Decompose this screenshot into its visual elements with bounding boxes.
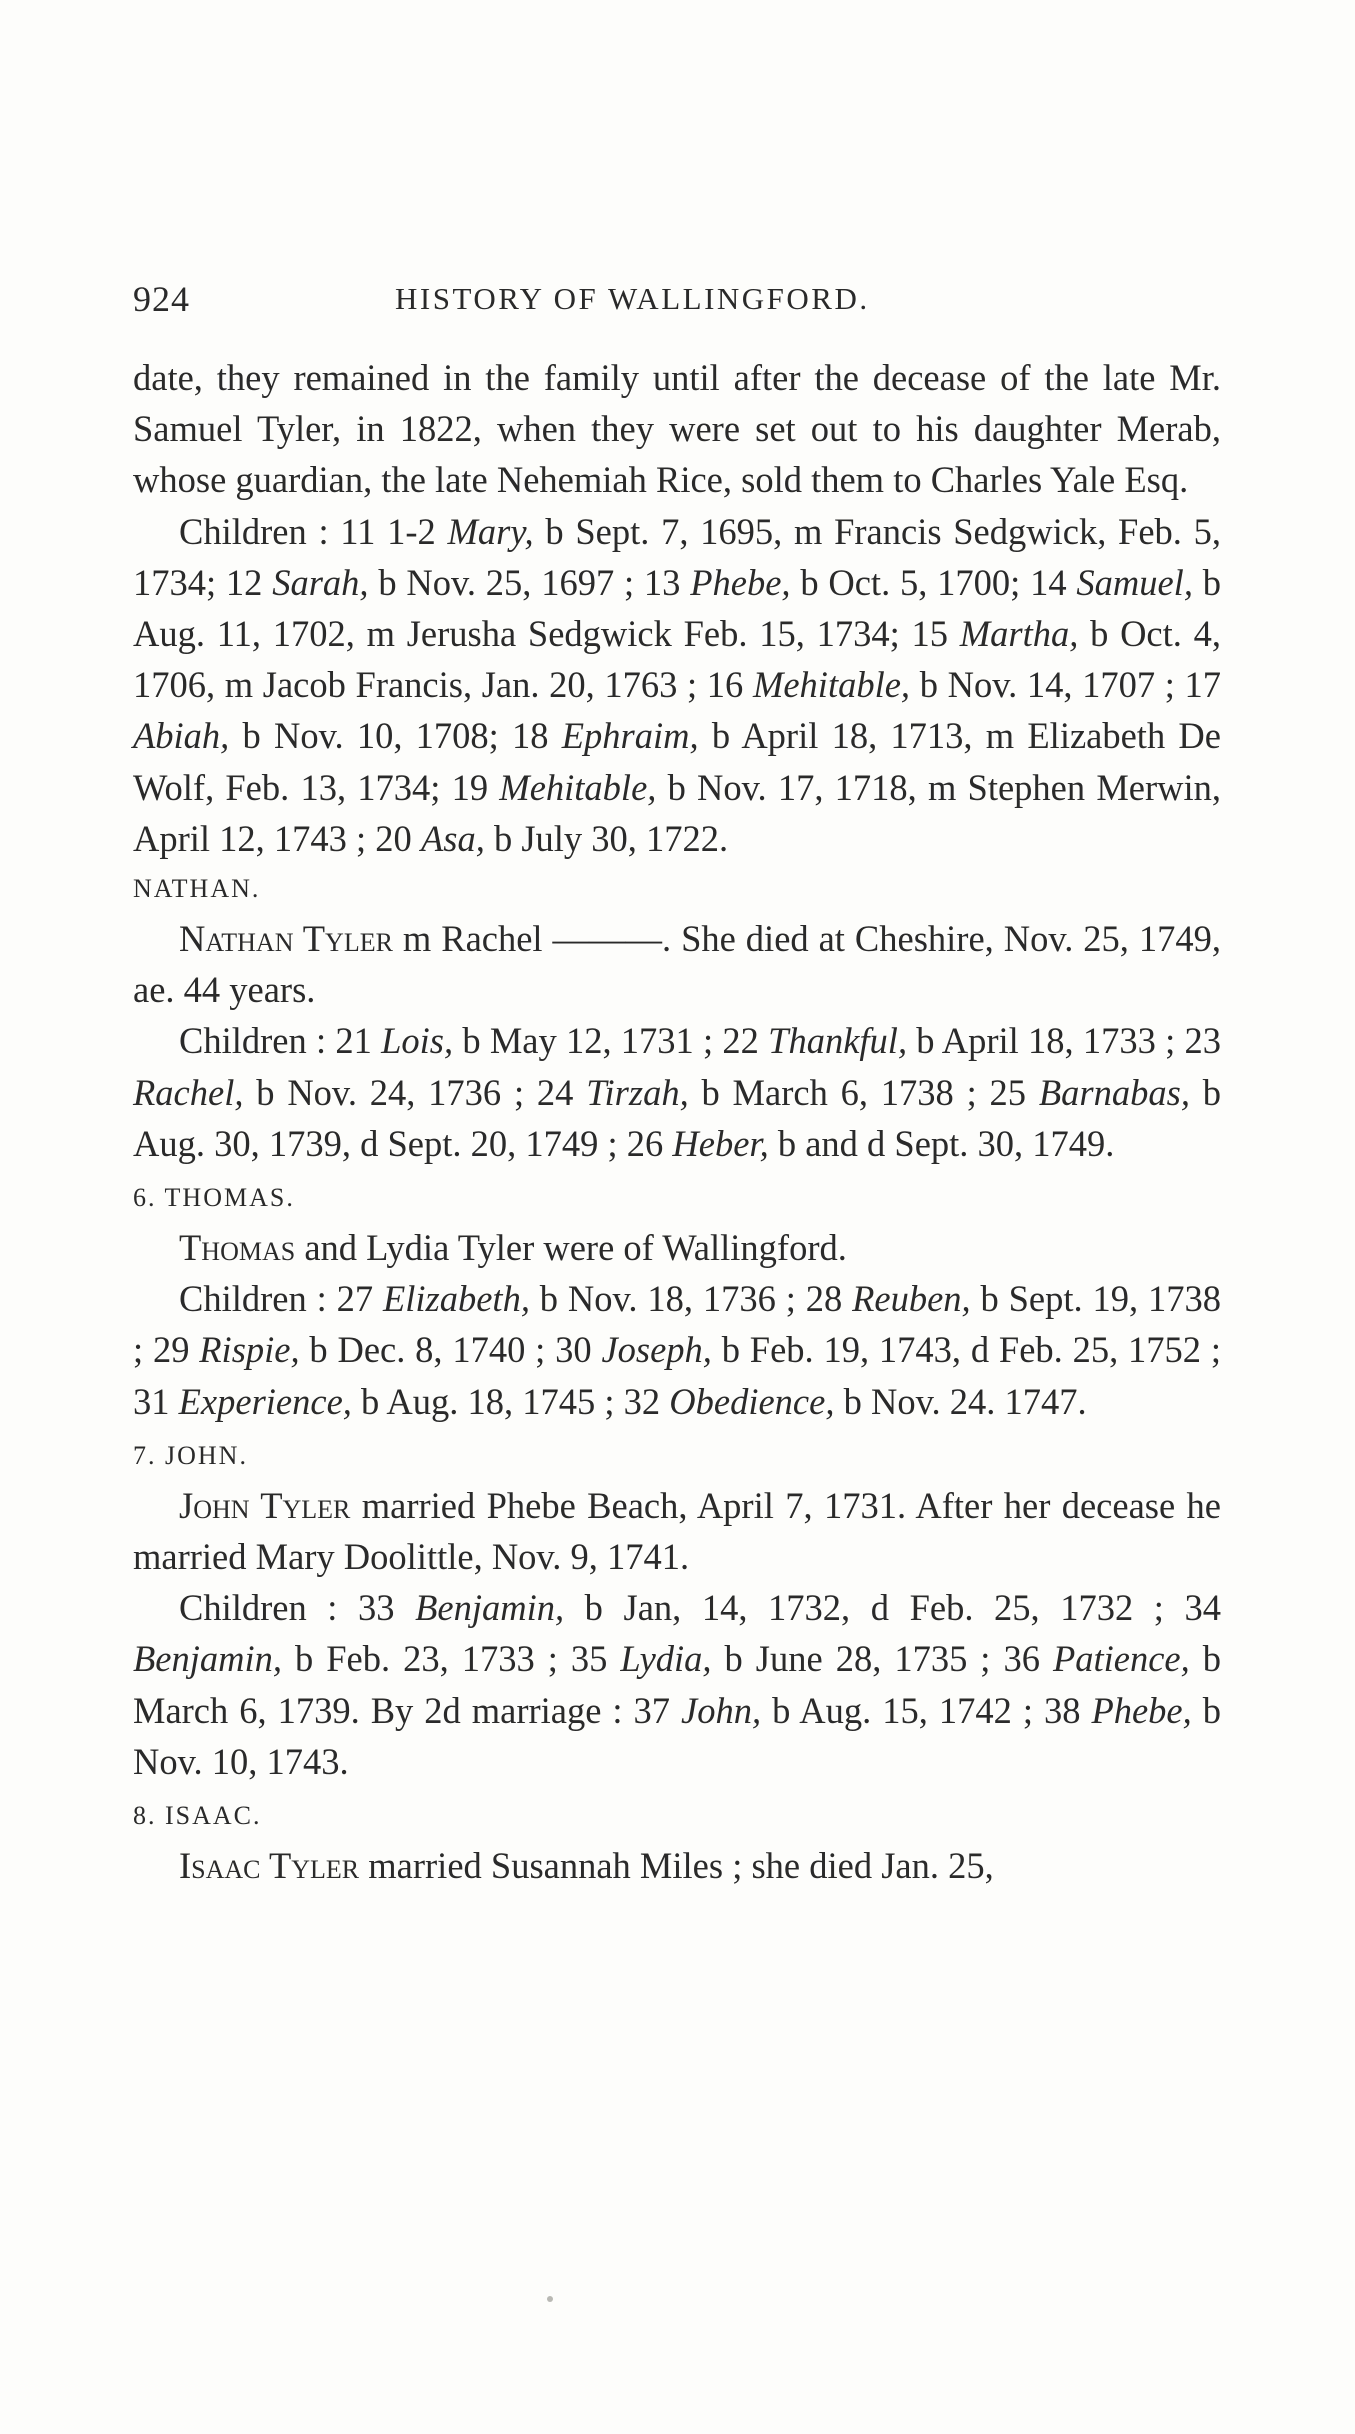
child-name: Mehitable,: [752, 664, 911, 706]
child-name: Sarah,: [272, 561, 369, 603]
child-name: Barnabas,: [1038, 1071, 1190, 1113]
text-run: b Nov. 24, 1736 ; 24: [243, 1071, 587, 1113]
child-name: Phebe,: [690, 561, 791, 603]
text-run: b Aug. 30, 1739, d Sept. 20, 1749 ; 26: [133, 1071, 1222, 1164]
child-name: Abiah,: [133, 715, 230, 757]
child-name: Martha,: [959, 613, 1079, 655]
child-name: Mehitable,: [499, 766, 657, 808]
child-name: Lydia,: [620, 1638, 712, 1680]
text-run: b Nov. 10, 1708; 18: [229, 715, 562, 757]
text-run: b and d Sept. 30, 1749.: [768, 1122, 1115, 1164]
children-list-paragraph: [133, 1582, 1221, 1787]
section-heading-john: 7. JOHN.: [133, 1440, 248, 1470]
text-run: b Nov. 14, 1707 ; 17: [910, 664, 1221, 706]
text-run: Children : 21: [179, 1020, 382, 1062]
child-name: Thankful,: [768, 1020, 908, 1062]
child-name: Reuben,: [852, 1278, 971, 1320]
person-name: Thomas: [179, 1227, 296, 1269]
page-number: 924: [133, 279, 190, 319]
child-name: Mary,: [447, 510, 534, 552]
text-run: m Rachel ———. She died at Cheshire, Nov. 25, 1749, ae. 44 years.: [133, 918, 1221, 1011]
text-run: b Aug. 15, 1742 ; 38: [761, 1689, 1092, 1731]
text-run: b Nov. 10, 1743.: [133, 1689, 1221, 1782]
text-run: b July 30, 1722.: [484, 817, 729, 859]
text-run: b Nov. 18, 1736 ; 28: [529, 1278, 853, 1320]
text-run: b April 18, 1733 ; 23: [907, 1020, 1222, 1062]
ink-speck: [547, 2296, 553, 2302]
text-run: Children : 33: [179, 1587, 416, 1629]
child-name: Ephraim,: [561, 715, 699, 757]
child-name: Rachel,: [133, 1071, 244, 1113]
text-run: b Nov. 17, 1718, m Stephen Merwin, April 12, 1743 ; 20: [133, 766, 1222, 859]
person-paragraph-isaac: [133, 1840, 1221, 1891]
child-name: Rispie,: [199, 1329, 300, 1371]
children-list-paragraph: [133, 1273, 1221, 1427]
section-heading-thomas: 6. THOMAS.: [133, 1183, 295, 1213]
child-name: Benjamin,: [415, 1587, 565, 1629]
text-run: b Jan, 14, 1732, d Feb. 25, 1732 ; 34: [564, 1587, 1222, 1629]
text-run: b Nov. 25, 1697 ; 13: [368, 561, 691, 603]
text-run: and Lydia Tyler were of Wallingford.: [295, 1227, 847, 1269]
text-run: b Oct. 4, 1706, m Jacob Francis, Jan. 20, 1763 ; 16: [133, 613, 1222, 706]
child-name: Samuel,: [1076, 561, 1193, 603]
page-header: [133, 278, 1223, 328]
children-list-paragraph: [133, 1015, 1221, 1169]
section-heading-nathan: NATHAN.: [133, 874, 261, 904]
text-run: married Susannah Miles ; she died Jan. 25,: [359, 1845, 994, 1887]
text-run: Children : 27: [179, 1278, 383, 1320]
child-name: Lois,: [381, 1020, 454, 1062]
text-run: b March 6, 1738 ; 25: [688, 1071, 1039, 1113]
text-run: Children : 11 1-2: [179, 510, 448, 552]
text-run: b June 28, 1735 ; 36: [711, 1638, 1053, 1680]
paragraph-continuation: date, they remained in the family until after the decease of the late Mr. Samuel Tyler, in 1822, when they were set out to his daughter Merab, whose guardian, the late Nehemiah Rice, sold them to Charles Yale Esq.: [133, 357, 1221, 501]
child-name: Heber,: [672, 1122, 769, 1164]
text-run: b April 18, 1713, m Elizabeth De Wolf, Feb. 13, 1734; 19: [133, 715, 1221, 808]
child-name: John,: [681, 1689, 762, 1731]
text-run: b Nov. 24. 1747.: [834, 1380, 1087, 1422]
child-name: Asa,: [420, 817, 485, 859]
text-run: b May 12, 1731 ; 22: [453, 1020, 769, 1062]
child-name: Benjamin,: [133, 1638, 283, 1680]
text-run: b Feb. 19, 1743, d Feb. 25, 1752 ; 31: [133, 1329, 1221, 1422]
person-name: Nathan Tyler: [179, 918, 393, 960]
child-name: Joseph,: [601, 1329, 712, 1371]
text-run: b Sept. 7, 1695, m Francis Sedgwick, Feb. 5, 1734; 12: [133, 510, 1221, 603]
person-paragraph-john: [133, 1480, 1221, 1582]
body-text: [133, 352, 1221, 1891]
text-run: married Phebe Beach, April 7, 1731. After her decease he married Mary Doolittle, Nov. 9, 1741.: [133, 1484, 1221, 1578]
child-name: Tirzah,: [586, 1071, 689, 1113]
child-name: Elizabeth,: [382, 1278, 530, 1320]
section-heading-isaac: 8. ISAAC.: [133, 1801, 262, 1831]
text-run: b Oct. 5, 1700; 14: [790, 561, 1077, 603]
child-name: Patience,: [1052, 1638, 1190, 1680]
text-run: b Aug. 11, 1702, m Jerusha Sedgwick Feb. 15, 1734; 15: [133, 561, 1221, 655]
text-run: b Feb. 23, 1733 ; 35: [282, 1638, 621, 1680]
text-run: b Aug. 18, 1745 ; 32: [351, 1380, 670, 1422]
running-title: HISTORY OF WALLINGFORD.: [395, 281, 870, 316]
children-list-paragraph: [133, 506, 1221, 864]
text-run: b March 6, 1739. By 2d marriage : 37: [133, 1638, 1222, 1731]
child-name: Phebe,: [1091, 1689, 1192, 1731]
text-run: b Sept. 19, 1738 ; 29: [133, 1278, 1221, 1371]
child-name: Experience,: [178, 1380, 352, 1422]
person-paragraph-thomas: [133, 1222, 1221, 1273]
child-name: Obedience,: [669, 1380, 835, 1422]
person-name: John Tyler: [179, 1484, 351, 1526]
person-name: Isaac Tyler: [179, 1845, 360, 1887]
person-paragraph-nathan: [133, 913, 1221, 1015]
text-run: b Dec. 8, 1740 ; 30: [299, 1329, 602, 1371]
